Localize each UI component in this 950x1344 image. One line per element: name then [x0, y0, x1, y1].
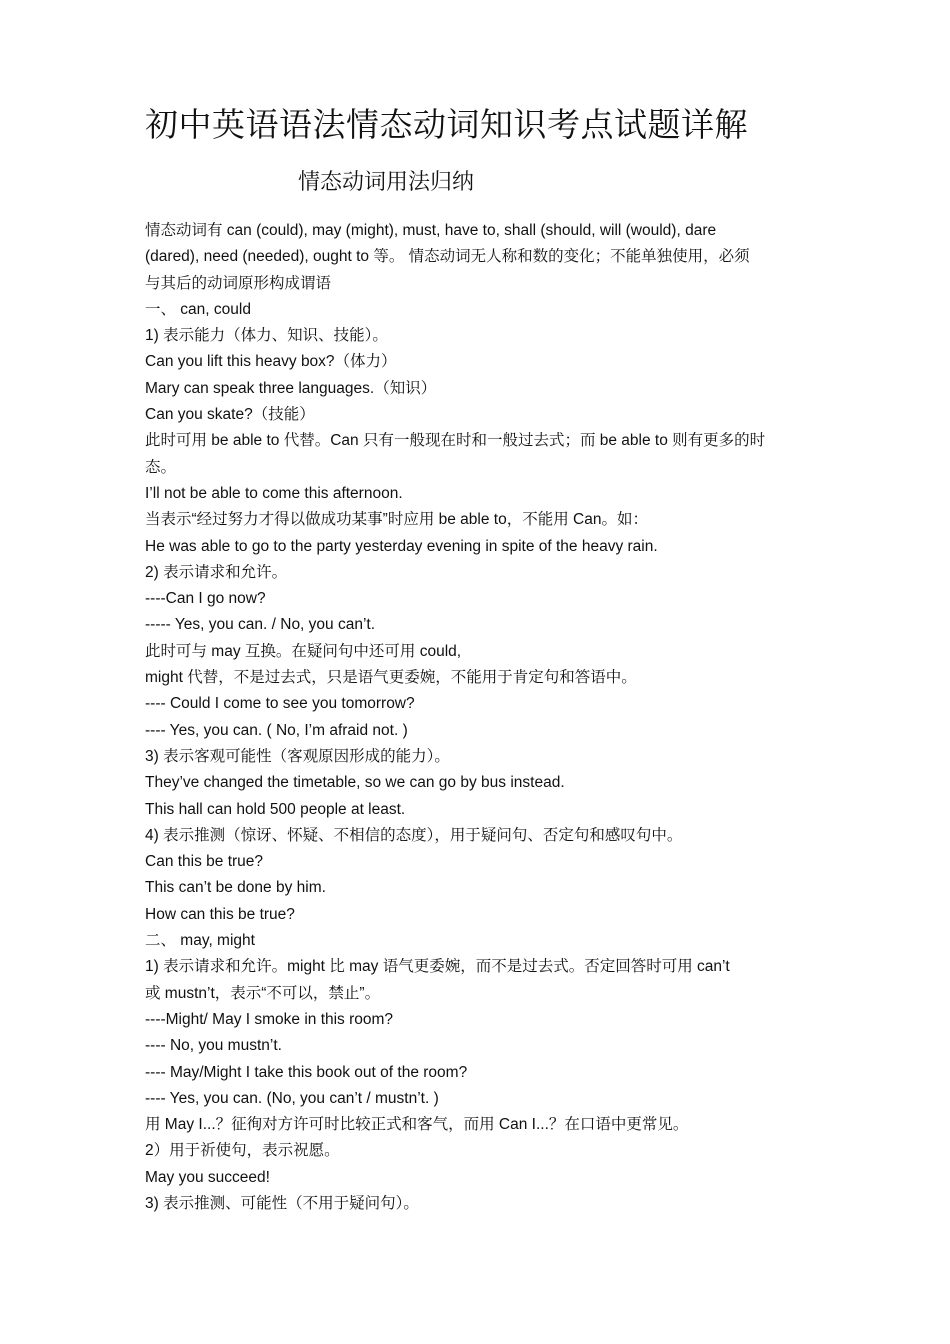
text-line: 4) 表示推测（惊讶、怀疑、不相信的态度），用于疑问句、否定句和感叹句中。	[145, 826, 683, 844]
text-line: ---- May/Might I take this book out of the room?	[145, 1063, 468, 1081]
text-line: 二、 may, might	[145, 932, 255, 950]
text-line: Can you skate?（技能）	[145, 406, 315, 424]
text-line: This can’t be done by him.	[145, 879, 326, 897]
text-line: 与其后的动词原形构成谓语	[145, 274, 332, 292]
text-line: might 代替，不是过去式，只是语气更委婉，不能用于肯定句和答语中。	[145, 669, 637, 687]
text-line: ---- Yes, you can. ( No, I’m afraid not. )	[145, 721, 408, 739]
section-subtitle: 情态动词用法归纳	[298, 170, 475, 195]
text-line: ---- Could I come to see you tomorrow?	[145, 695, 415, 713]
text-line: Can this be true?	[145, 853, 264, 871]
text-line: He was able to go to the party yesterday evening in spite of the heavy rain.	[145, 537, 658, 555]
text-line: How can this be true?	[145, 905, 295, 923]
text-line: ----Might/ May I smoke in this room?	[145, 1010, 394, 1028]
text-line: They’ve changed the timetable, so we can go by bus instead.	[145, 774, 565, 792]
text-line: Can you lift this heavy box?（体力）	[145, 353, 397, 371]
text-line: 态。	[145, 458, 177, 476]
text-line: 2) 表示请求和允许。	[145, 563, 288, 581]
text-line: 或 mustn’t，表示“不可以，禁止”。	[145, 984, 381, 1002]
text-line: 1) 表示请求和允许。might 比 may 语气更委婉，而不是过去式。否定回答时可用 can’t	[145, 958, 730, 976]
text-line: 3) 表示推测、可能性（不用于疑问句）。	[145, 1194, 419, 1212]
text-line: 用 May I...？征徇对方许可时比较正式和客气，而用 Can I...？在口语中更常见。	[145, 1116, 689, 1134]
text-line: 情态动词有 can (could), may (might), must, have to, shall (should, will (would), dare	[145, 222, 717, 239]
text-line: ----- Yes, you can. / No, you can’t.	[145, 616, 376, 634]
text-line: ----Can I go now?	[145, 590, 266, 608]
text-line: 当表示“经过努力才得以做成功某事”时应用 be able to，不能用 Can。如：	[145, 511, 648, 529]
text-line: Mary can speak three languages.（知识）	[145, 379, 437, 397]
text-line: May you succeed!	[145, 1168, 270, 1186]
text-line: 2）用于祈使句，表示祝愿。	[145, 1142, 340, 1160]
text-line: 3) 表示客观可能性（客观原因形成的能力）。	[145, 747, 450, 765]
text-line: 此时可用 be able to 代替。Can 只有一般现在时和一般过去式；而 be able to 则有更多的时	[145, 432, 766, 450]
body-text	[145, 218, 815, 1217]
text-line: This hall can hold 500 people at least.	[145, 800, 406, 818]
text-line: ---- No, you mustn’t.	[145, 1037, 282, 1055]
page-title: 初中英语语法情态动词知识考点试题详解	[145, 105, 748, 144]
text-line: (dared), need (needed), ought to 等。 情态动词无人称和数的变化；不能单独使用，必须	[145, 248, 750, 266]
text-line: 一、 can, could	[145, 300, 251, 318]
text-line: 1) 表示能力（体力、知识、技能）。	[145, 327, 388, 345]
text-line: 此时可与 may 互换。在疑问句中还可用 could,	[145, 642, 462, 660]
text-line: ---- Yes, you can. (No, you can’t / mustn’t. )	[145, 1089, 439, 1107]
text-line: I’ll not be able to come this afternoon.	[145, 484, 403, 502]
